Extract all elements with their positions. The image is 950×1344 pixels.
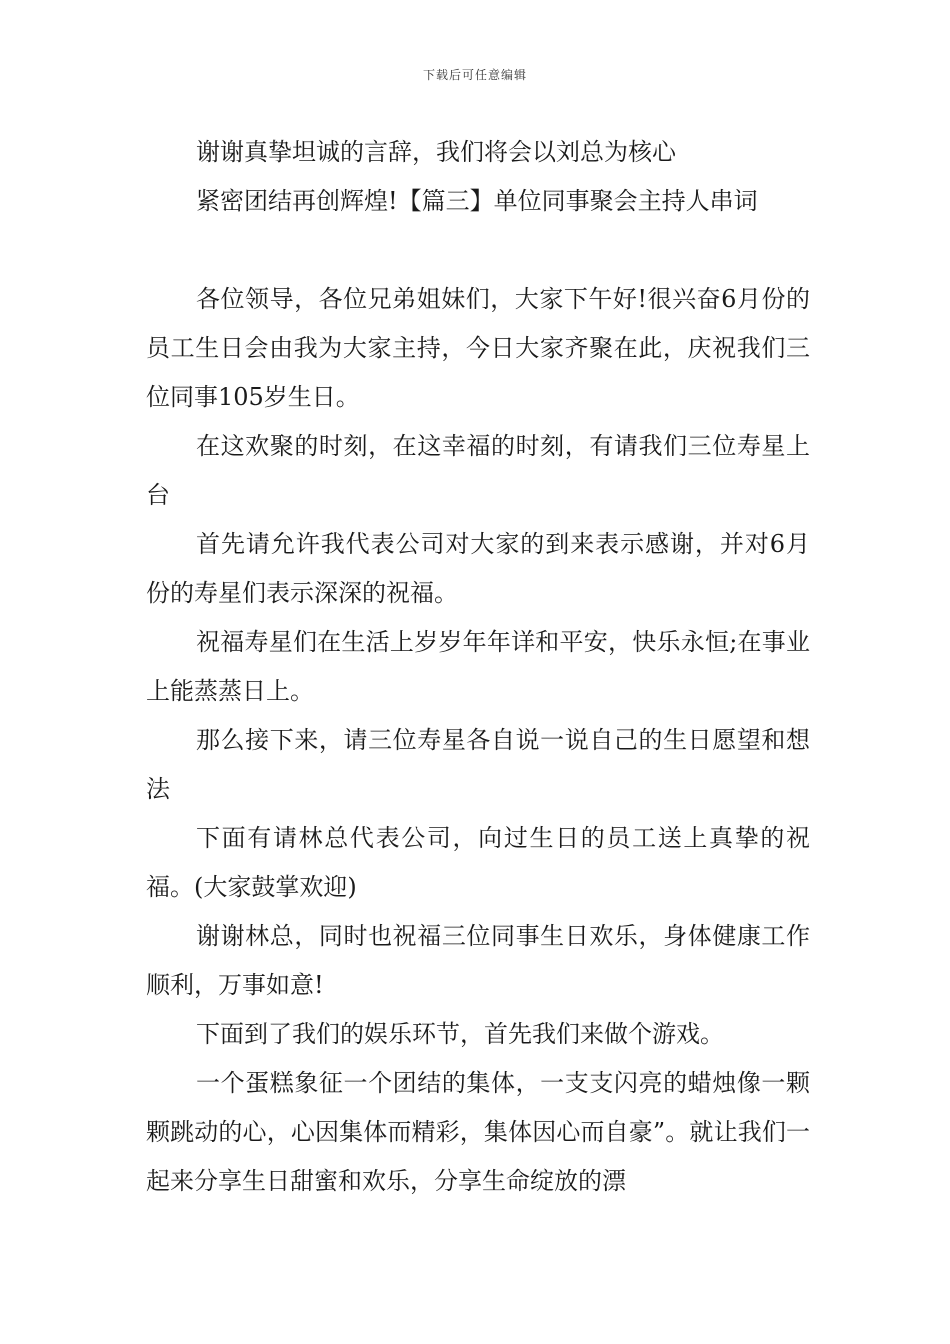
intro-line-2: 紧密团结再创辉煌!【篇三】单位同事聚会主持人串词	[196, 187, 758, 215]
paragraph-3: 首先请允许我代表公司对大家的到来表示感谢，并对6月份的寿星们表示深深的祝福。	[146, 530, 810, 607]
paragraph-7: 谢谢林总，同时也祝福三位同事生日欢乐，身体健康工作顺利，万事如意!	[146, 922, 810, 999]
paragraph-6: 下面有请林总代表公司，向过生日的员工送上真挚的祝福。(大家鼓掌欢迎)	[146, 824, 810, 901]
paragraph-1: 各位领导，各位兄弟姐妹们，大家下午好!很兴奋6月份的员工生日会由我为大家主持，今日大家齐聚在此，庆祝我们三位同事105岁生日。	[146, 285, 810, 411]
page-header-note: 下载后可任意编辑	[422, 68, 527, 82]
paragraph-8: 下面到了我们的娱乐环节，首先我们来做个游戏。	[196, 1020, 724, 1048]
intro-line-1: 谢谢真挚坦诚的言辞，我们将会以刘总为核心	[196, 138, 676, 166]
paragraph-4: 祝福寿星们在生活上岁岁年年详和平安，快乐永恒;在事业上能蒸蒸日上。	[146, 628, 810, 705]
paragraph-2: 在这欢聚的时刻，在这幸福的时刻，有请我们三位寿星上台	[146, 432, 810, 509]
paragraph-gap	[146, 226, 810, 275]
document-body	[146, 128, 810, 1206]
paragraph-9: 一个蛋糕象征一个团结的集体，一支支闪亮的蜡烛像一颗颗跳动的心，心因集体而精彩，集体因心而自豪”。就让我们一起来分享生日甜蜜和欢乐，分享生命绽放的漂	[146, 1069, 810, 1195]
paragraph-5: 那么接下来，请三位寿星各自说一说自己的生日愿望和想法	[146, 726, 810, 803]
